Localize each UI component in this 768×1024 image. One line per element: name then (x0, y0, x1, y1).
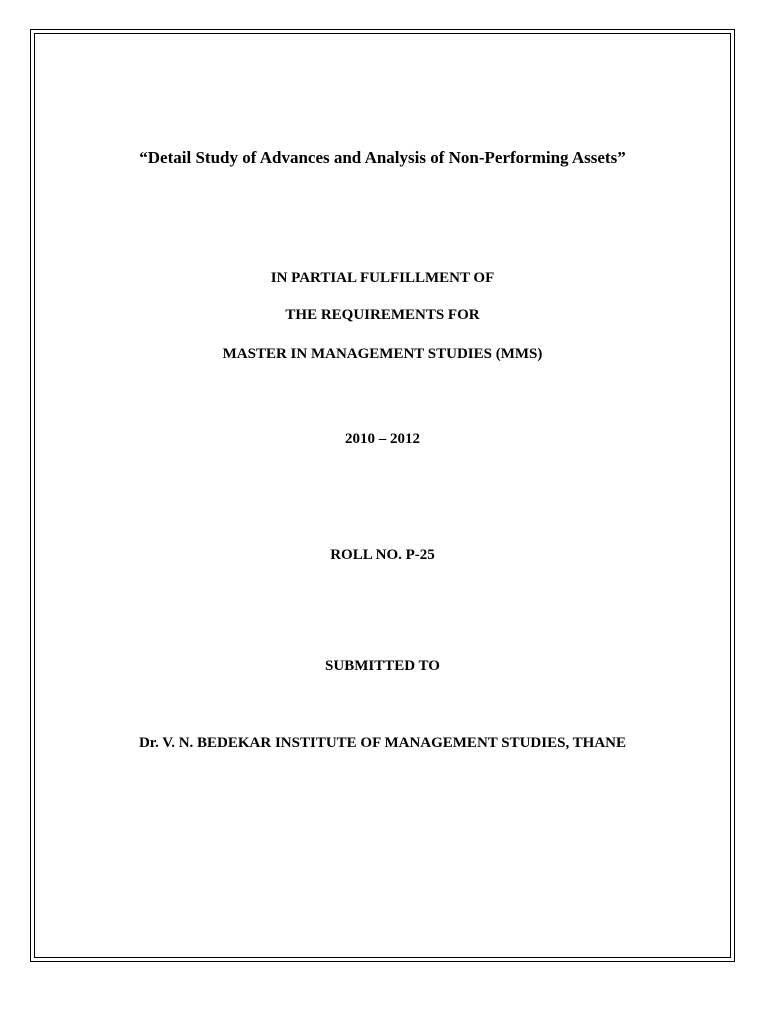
fulfillment-line-2: THE REQUIREMENTS FOR (285, 307, 480, 323)
fulfillment-line-1: IN PARTIAL FULFILLMENT OF (270, 270, 495, 286)
submitted-to-label: SUBMITTED TO (325, 658, 440, 674)
institute-name: Dr. V. N. BEDEKAR INSTITUTE OF MANAGEMENT STUDIES, THANE (138, 735, 627, 751)
roll-number: ROLL NO. P-25 (330, 547, 435, 563)
degree-name: MASTER IN MANAGEMENT STUDIES (MMS) (222, 346, 543, 362)
document-title: “Detail Study of Advances and Analysis of Non-Performing Assets” (139, 148, 626, 167)
page-inner-border (34, 33, 731, 958)
academic-years: 2010 – 2012 (345, 431, 420, 447)
